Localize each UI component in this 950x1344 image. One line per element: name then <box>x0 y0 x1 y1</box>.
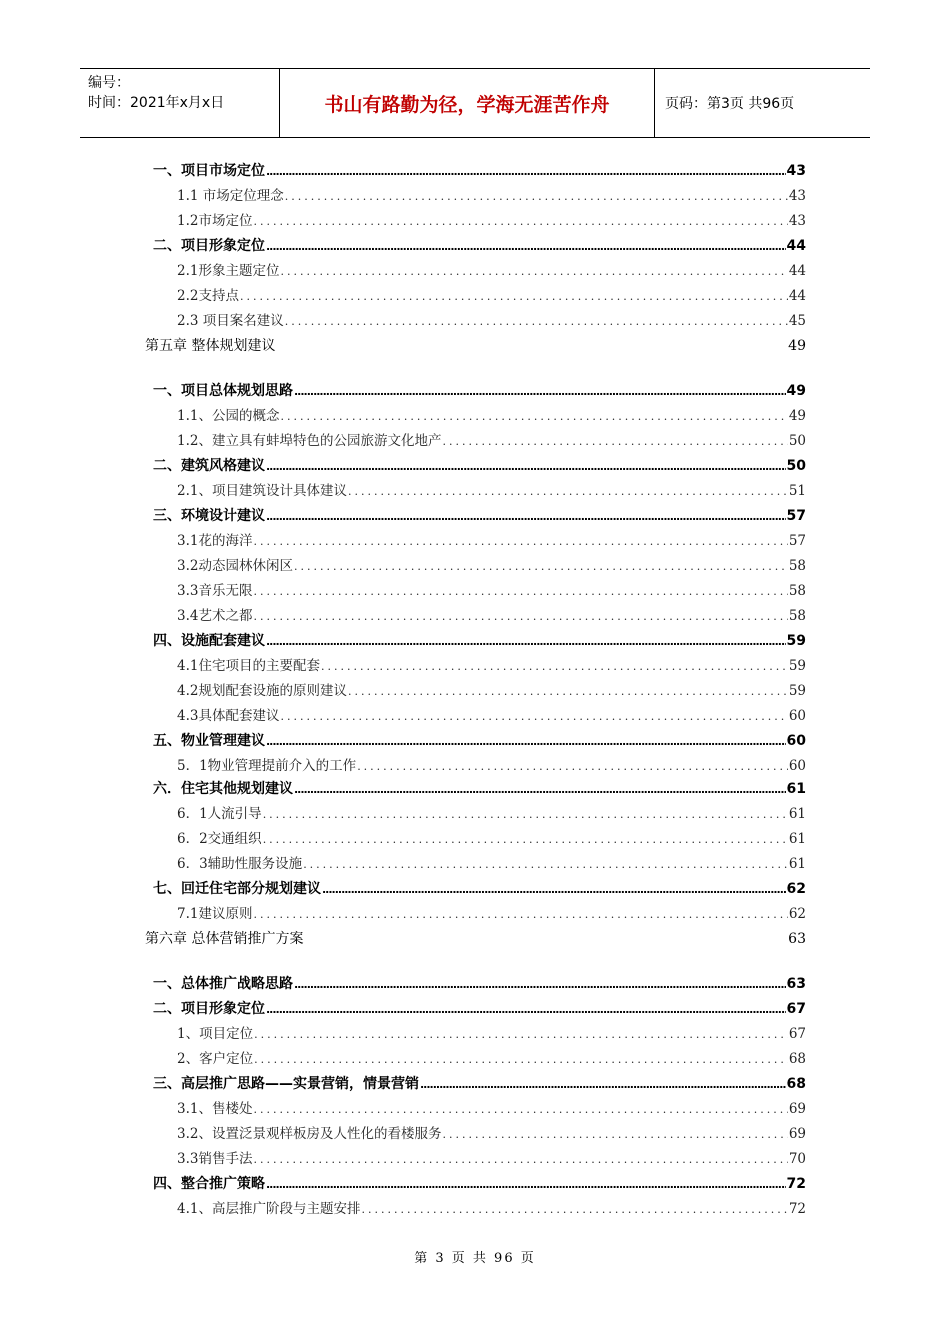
toc-entry-page: 58 <box>788 608 806 624</box>
toc-entry-page: 59 <box>788 683 806 699</box>
toc-dot-leader <box>294 555 788 578</box>
toc-entry-page: 68 <box>786 1076 806 1092</box>
toc-dot-leader <box>294 778 786 801</box>
toc-subsection-entry[interactable] <box>177 555 806 577</box>
document-date-label: 时间：2021年x月x日 <box>88 95 225 111</box>
toc-dot-leader <box>280 705 787 728</box>
toc-entry-page: 50 <box>788 433 806 449</box>
toc-dot-leader <box>263 828 788 851</box>
toc-dot-leader <box>253 1098 787 1121</box>
toc-entry-page: 44 <box>788 288 806 304</box>
toc-entry-title: 4.1住宅项目的主要配套 <box>177 658 320 674</box>
toc-entry-title: 一、总体推广战略思路 <box>153 976 293 992</box>
toc-subsection-entry[interactable] <box>177 310 806 332</box>
toc-dot-leader <box>285 310 788 333</box>
toc-entry-page: 63 <box>786 976 806 992</box>
toc-entry-title: 六．住宅其他规划建议 <box>153 781 293 797</box>
toc-dot-leader <box>442 1123 787 1146</box>
toc-subsection-entry[interactable] <box>177 655 806 677</box>
toc-entry-page: 61 <box>786 781 806 797</box>
toc-entry-page: 44 <box>788 263 806 279</box>
toc-subsection-entry[interactable] <box>177 405 806 427</box>
toc-section-entry[interactable] <box>153 973 806 995</box>
toc-entry-title: 4.2规划配套设施的原则建议 <box>177 683 347 699</box>
toc-entry-title: 四、设施配套建议 <box>153 633 265 649</box>
toc-entry-title: 一、项目总体规划思路 <box>153 383 293 399</box>
toc-section-entry[interactable] <box>153 455 806 477</box>
toc-entry-page: 49 <box>786 383 806 399</box>
toc-entry-title: 第五章 整体规划建议 <box>145 338 276 354</box>
toc-entry-title: 6．2交通组织 <box>177 831 262 847</box>
toc-entry-page: 57 <box>788 533 806 549</box>
toc-section-entry[interactable] <box>153 380 806 402</box>
toc-subsection-entry[interactable] <box>177 530 806 552</box>
toc-entry-title: 6．3辅助性服务设施 <box>177 856 303 872</box>
toc-subsection-entry[interactable] <box>177 803 806 825</box>
toc-section-entry[interactable] <box>153 998 806 1020</box>
toc-dot-leader <box>420 1073 786 1096</box>
toc-entry-page: 61 <box>788 806 806 822</box>
toc-entry-page: 45 <box>788 313 806 329</box>
toc-chapter-entry[interactable] <box>145 928 806 950</box>
toc-entry-page: 43 <box>788 188 806 204</box>
toc-section-entry[interactable] <box>153 1173 806 1195</box>
toc-dot-leader <box>266 160 786 183</box>
toc-entry-title: 1.1 市场定位理念 <box>177 188 284 204</box>
toc-subsection-entry[interactable] <box>177 1148 806 1170</box>
toc-entry-title: 5．1物业管理提前介入的工作 <box>177 758 357 774</box>
toc-entry-page: 72 <box>786 1176 806 1192</box>
toc-dot-leader <box>266 730 786 753</box>
toc-entry-page: 70 <box>788 1151 806 1167</box>
toc-dot-leader <box>280 405 787 428</box>
toc-entry-title: 2.3 项目案名建议 <box>177 313 284 329</box>
toc-subsection-entry[interactable] <box>177 1048 806 1070</box>
toc-entry-title: 4.1、高层推广阶段与主题安排 <box>177 1201 361 1217</box>
toc-subsection-entry[interactable] <box>177 1023 806 1045</box>
toc-dot-leader <box>266 235 786 258</box>
toc-entry-title: 1.2市场定位 <box>177 213 253 229</box>
toc-dot-leader <box>254 1023 788 1046</box>
toc-section-entry[interactable] <box>153 160 806 182</box>
toc-entry-title: 3.4艺术之都 <box>177 608 253 624</box>
toc-dot-leader <box>294 380 786 403</box>
toc-dot-leader <box>348 480 788 503</box>
toc-section-entry[interactable] <box>153 1073 806 1095</box>
toc-dot-leader <box>285 185 788 208</box>
toc-dot-leader <box>348 680 788 703</box>
toc-entry-title: 3.3销售手法 <box>177 1151 253 1167</box>
toc-entry-title: 一、项目市场定位 <box>153 163 265 179</box>
toc-entry-page: 44 <box>786 238 806 254</box>
toc-dot-leader <box>266 505 786 528</box>
toc-entry-page: 67 <box>788 1026 806 1042</box>
toc-dot-leader <box>321 655 788 678</box>
toc-subsection-entry[interactable] <box>177 210 806 232</box>
toc-dot-leader <box>253 605 787 628</box>
toc-entry-title: 2、客户定位 <box>177 1051 254 1067</box>
toc-entry-title: 2.2支持点 <box>177 288 239 304</box>
toc-dot-leader <box>361 1198 787 1221</box>
toc-dot-leader <box>253 530 787 553</box>
toc-entry-title: 二、项目形象定位 <box>153 1001 265 1017</box>
toc-subsection-entry[interactable] <box>177 285 806 307</box>
toc-subsection-entry[interactable] <box>177 903 806 925</box>
toc-entry-page: 58 <box>788 558 806 574</box>
toc-entry-title: 1.2、建立具有蚌埠特色的公园旅游文化地产 <box>177 433 442 449</box>
toc-entry-title: 6．1人流引导 <box>177 806 262 822</box>
toc-entry-page: 58 <box>788 583 806 599</box>
toc-subsection-entry[interactable] <box>177 853 806 875</box>
toc-entry-page: 57 <box>786 508 806 524</box>
toc-entry-page: 43 <box>786 163 806 179</box>
page-footer: 第 3 页 共 96 页 <box>414 1251 536 1266</box>
toc-entry-title: 七、回迁住宅部分规划建议 <box>153 881 321 897</box>
toc-dot-leader <box>253 580 787 603</box>
toc-entry-page: 61 <box>788 856 806 872</box>
toc-section-entry[interactable] <box>153 235 806 257</box>
toc-subsection-entry[interactable] <box>177 605 806 627</box>
toc-entry-title: 四、整合推广策略 <box>153 1176 265 1192</box>
toc-entry-title: 4.3具体配套建议 <box>177 708 280 724</box>
toc-chapter-entry[interactable] <box>145 335 806 357</box>
toc-subsection-entry[interactable] <box>177 260 806 282</box>
toc-dot-leader <box>280 260 787 283</box>
toc-subsection-entry[interactable] <box>177 755 806 777</box>
toc-section-entry[interactable] <box>153 778 806 800</box>
toc-entry-title: 1.1、公园的概念 <box>177 408 280 424</box>
document-number-label: 编号： <box>88 75 130 91</box>
toc-entry-page: 61 <box>788 831 806 847</box>
toc-section-entry[interactable] <box>153 730 806 752</box>
toc-entry-title: 二、建筑风格建议 <box>153 458 265 474</box>
toc-entry-page: 51 <box>788 483 806 499</box>
toc-dot-leader <box>357 755 788 778</box>
toc-entry-page: 49 <box>788 408 806 424</box>
toc-dot-leader <box>322 878 786 901</box>
toc-entry-title: 3.1花的海洋 <box>177 533 253 549</box>
toc-dot-leader <box>303 853 788 876</box>
toc-subsection-entry[interactable] <box>177 185 806 207</box>
toc-entry-title: 第六章 总体营销推广方案 <box>145 931 304 947</box>
toc-dot-leader <box>240 285 788 308</box>
toc-entry-page: 43 <box>788 213 806 229</box>
toc-subsection-entry[interactable] <box>177 480 806 502</box>
toc-dot-leader <box>266 1173 786 1196</box>
toc-dot-leader <box>253 210 787 233</box>
toc-entry-page: 62 <box>786 881 806 897</box>
toc-entry-title: 三、高层推广思路——实景营销，情景营销 <box>153 1076 419 1092</box>
toc-entry-title: 2.1、项目建筑设计具体建议 <box>177 483 347 499</box>
toc-section-entry[interactable] <box>153 630 806 652</box>
toc-entry-page: 69 <box>788 1126 806 1142</box>
toc-subsection-entry[interactable] <box>177 680 806 702</box>
toc-dot-leader <box>254 1048 788 1071</box>
toc-entry-title: 二、项目形象定位 <box>153 238 265 254</box>
toc-entry-page: 60 <box>786 733 806 749</box>
toc-entry-title: 2.1形象主题定位 <box>177 263 280 279</box>
header-page-label: 页码：第3页 共96页 <box>665 96 795 112</box>
toc-entry-page: 68 <box>788 1051 806 1067</box>
toc-dot-leader <box>253 1148 787 1171</box>
toc-subsection-entry[interactable] <box>177 828 806 850</box>
toc-entry-page: 60 <box>788 758 806 774</box>
toc-entry-title: 3.1、售楼处 <box>177 1101 253 1117</box>
toc-entry-title: 1、项目定位 <box>177 1026 254 1042</box>
toc-entry-title: 五、物业管理建议 <box>153 733 265 749</box>
toc-entry-title: 3.2动态园林休闲区 <box>177 558 293 574</box>
toc-entry-title: 7.1建议原则 <box>177 906 253 922</box>
toc-entry-page: 69 <box>788 1101 806 1117</box>
toc-entry-page: 49 <box>788 338 806 354</box>
toc-dot-leader <box>263 803 788 826</box>
header-motto: 书山有路勤为径，学海无涯苦作舟 <box>280 69 655 137</box>
toc-entry-title: 3.3音乐无限 <box>177 583 253 599</box>
toc-subsection-entry[interactable] <box>177 1198 806 1220</box>
toc-dot-leader <box>266 455 786 478</box>
toc-entry-page: 67 <box>786 1001 806 1017</box>
toc-entry-page: 63 <box>788 931 806 947</box>
toc-entry-page: 72 <box>788 1201 806 1217</box>
toc-subsection-entry[interactable] <box>177 705 806 727</box>
toc-dot-leader <box>253 903 787 926</box>
toc-entry-page: 59 <box>786 633 806 649</box>
toc-dot-leader <box>266 630 786 653</box>
toc-subsection-entry[interactable] <box>177 1123 806 1145</box>
toc-entry-page: 62 <box>788 906 806 922</box>
toc-dot-leader <box>442 430 787 453</box>
toc-dot-leader <box>294 973 786 996</box>
toc-section-entry[interactable] <box>153 878 806 900</box>
toc-entry-title: 3.2、设置泛景观样板房及人性化的看楼服务 <box>177 1126 442 1142</box>
toc-entry-page: 60 <box>788 708 806 724</box>
toc-entry-page: 59 <box>788 658 806 674</box>
toc-section-entry[interactable] <box>153 505 806 527</box>
toc-entry-page: 50 <box>786 458 806 474</box>
toc-subsection-entry[interactable] <box>177 430 806 452</box>
toc-entry-title: 三、环境设计建议 <box>153 508 265 524</box>
toc-dot-leader <box>266 998 786 1021</box>
toc-subsection-entry[interactable] <box>177 1098 806 1120</box>
toc-subsection-entry[interactable] <box>177 580 806 602</box>
